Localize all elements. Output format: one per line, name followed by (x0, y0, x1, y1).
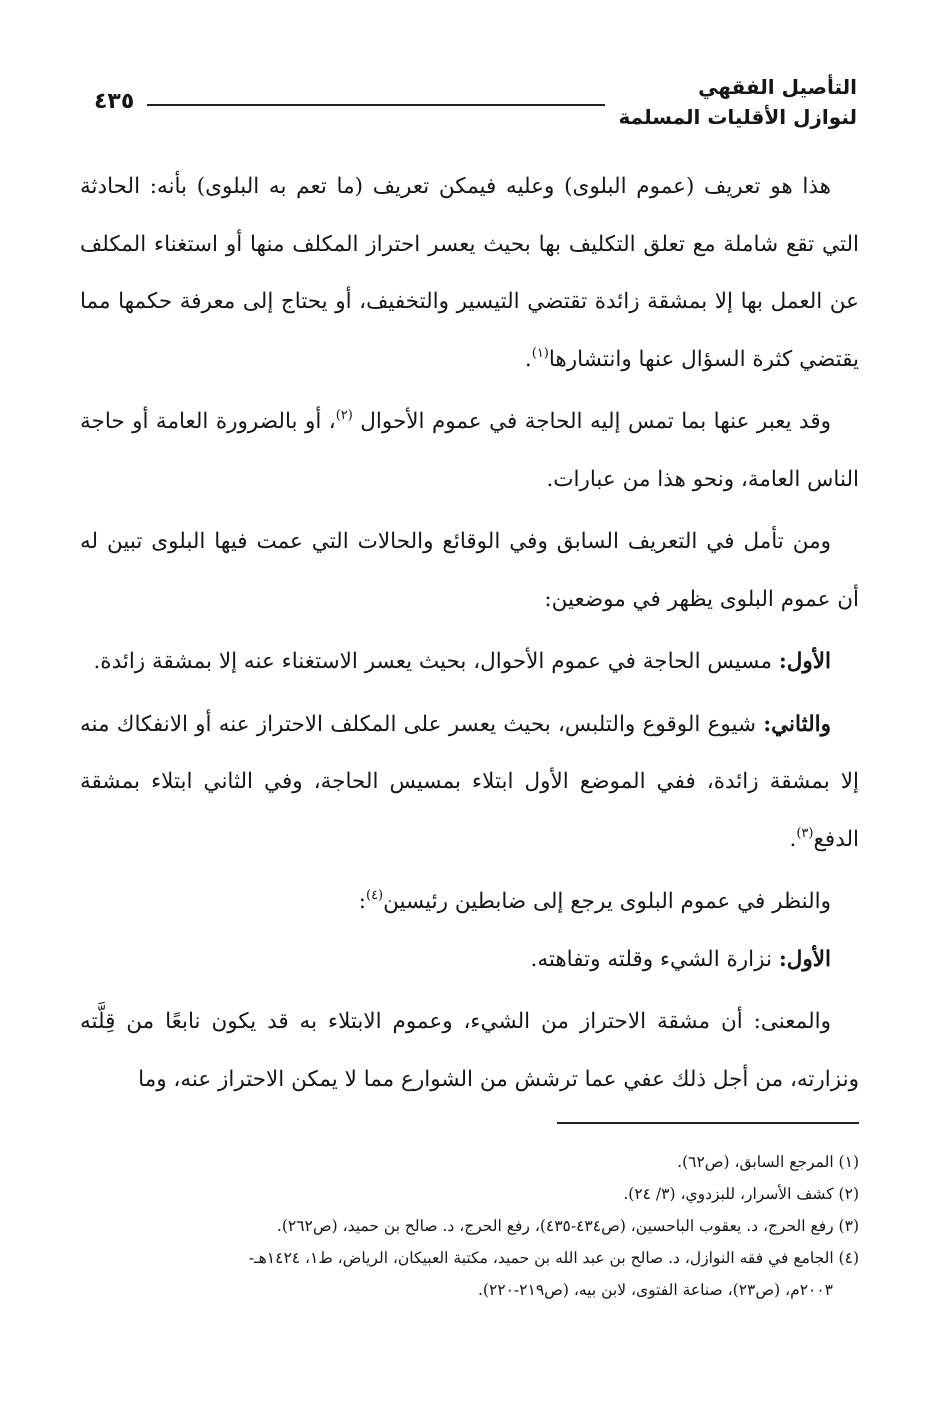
paragraph-meaning (80, 993, 859, 1108)
paragraph-end: : (358, 889, 366, 914)
paragraph-end: . (789, 826, 797, 852)
paragraph-lead: الأول: (778, 649, 831, 674)
paragraph-text: شيوع الوقوع والتلبس، بحيث يعسر على المكلف الاحتراز عنه أو الانفكاك منه إلا بمشقة زائدة، ففي الموضع الأول ابتلاء بمسيس الحاجة، وفي الثاني ابتلاء بمشقة الدفع (80, 711, 859, 852)
paragraph-lead: والثاني: (763, 711, 831, 737)
header-rule (147, 104, 605, 106)
paragraph-first-place (80, 633, 859, 691)
paragraph-text: ، أو بالضرورة العامة أو حاجة الناس العامة، ونحو هذا من عبارات. (80, 409, 859, 492)
paragraph-lead: الأول: (778, 946, 831, 972)
footnote-4-continued: ٢٠٠٣م، (ص٢٣)، صناعة الفتوى، لابن بيه، (ص٢١٩-٢٢٠). (477, 1281, 833, 1299)
footnote-4: (٤) الجامع في فقه النوازل، د. صالح بن عبد الله بن حميد، مكتبة العبيكان، الرياض، ط١، ١٤٢٤هـ- (248, 1249, 859, 1267)
footnote-rule (557, 1122, 859, 1124)
page-number: ٤٣٥ (94, 89, 135, 114)
paragraph-second-place (80, 696, 859, 869)
running-title-line1: التأصيل الفقهي (698, 75, 857, 99)
paragraph-definition (80, 158, 859, 388)
paragraph-text: ومن تأمل في التعريف السابق وفي الوقائع والحالات التي عمت فيها البلوى تبين له أن عموم البلوى يظهر في موضعين: (80, 529, 859, 612)
paragraph-expression (80, 393, 859, 508)
paragraph-criteria (80, 873, 859, 931)
footnote-2: (٢) كشف الأسرار، للبزدوي، (٣/ ٢٤). (623, 1185, 859, 1203)
paragraph-end: . (524, 346, 532, 372)
paragraph-text: هذا هو تعريف (عموم البلوى) وعليه فيمكن تعريف (ما تعم به البلوى) بأنه: الحادثة التي تقع شاملة مع تعلق التكليف بها بحيث يعسر احتراز المكلف منها أو استغناء المكلف عن العمل بها إلا بمشقة زائدة تقتضي التيسير والتخفيف، أو يحتاج إلى معرفة حكمها مما يقتضي كثرة السؤال عنها وانتشارها (80, 174, 859, 372)
running-title-line2: لنوازل الأقليات المسلمة (618, 105, 857, 129)
footnote-1: (١) المرجع السابق، (ص٦٢). (677, 1153, 859, 1171)
footnote-ref-3: (٣) (796, 825, 814, 841)
running-title (597, 72, 857, 132)
paragraph-text: نزارة الشيء وقلته وتفاهته. (530, 946, 779, 972)
paragraph-first-criterion (80, 931, 859, 989)
footnote-ref-4: (٤) (365, 888, 384, 903)
footnote-ref-1: (١) (531, 345, 549, 361)
footnote-ref-2: (٢) (335, 408, 353, 423)
paragraph-text: والمعنى: أن مشقة الاحتراز من الشيء، وعموم الابتلاء به قد يكون نابعًا من قِلَّته ونزارته، من أجل ذلك عفي عما ترشش من الشوارع مما لا يمكن الاحتراز عنه، وما (80, 1009, 859, 1092)
footnotes (80, 1146, 859, 1306)
paragraph-text: وقد يعبر عنها بما تمس إليه الحاجة في عموم الأحوال (360, 409, 831, 434)
paragraph-reflection (80, 513, 859, 628)
paragraph-text: والنظر في عموم البلوى يرجع إلى ضابطين رئيسين (383, 889, 831, 914)
main-text (80, 158, 859, 1108)
footnote-3: (٣) رفع الحرج، د. يعقوب الباحسين، (ص٤٣٤-٤٣٥)، رفع الحرج، د. صالح بن حميد، (ص٢٦٢). (276, 1217, 859, 1235)
paragraph-text: مسيس الحاجة في عموم الأحوال، بحيث يعسر الاستغناء عنه إلا بمشقة زائدة. (93, 649, 779, 674)
